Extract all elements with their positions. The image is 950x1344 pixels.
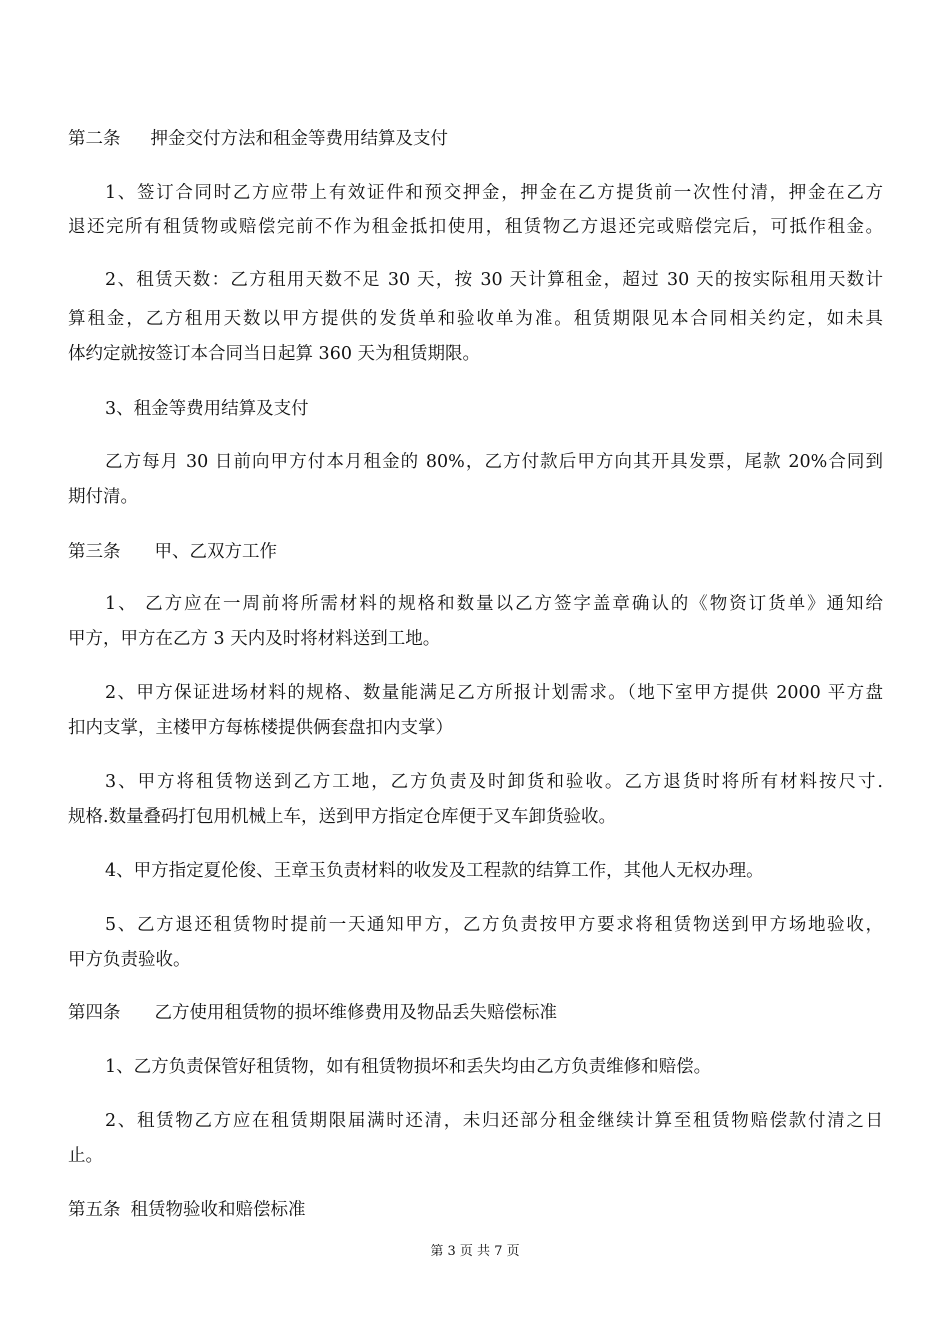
paragraph-line: 乙方每月 30 日前向甲方付本月租金的 80%，乙方付款后甲方向其开具发票，尾款 20%合同到 <box>105 452 883 472</box>
section-title: 甲、乙双方工作 <box>154 542 277 562</box>
paragraph-line: 5、乙方退还租赁物时提前一天通知甲方，乙方负责按甲方要求将租赁物送到甲方场地验收， <box>105 915 883 935</box>
paragraph-line: 规格.数量叠码打包用机械上车，送到甲方指定仓库便于叉车卸货验收。 <box>68 807 617 827</box>
section-number: 第三条 <box>68 542 121 562</box>
section-heading-3 <box>68 540 277 564</box>
section-heading-4 <box>68 1001 557 1025</box>
section-number: 第五条 <box>68 1200 121 1220</box>
section-number: 第四条 <box>68 1003 121 1023</box>
paragraph-line: 2、租赁天数：乙方租用天数不足 30 天，按 30 天计算租金，超过 30 天的按实际租用天数计 <box>105 270 883 290</box>
paragraph-line: 算租金，乙方租用天数以甲方提供的发货单和验收单为准。租赁期限见本合同相关约定，如未具 <box>68 309 883 329</box>
paragraph-line: 2、甲方保证进场材料的规格、数量能满足乙方所报计划需求。（地下室甲方提供 2000 平方盘 <box>105 683 883 703</box>
paragraph-line: 扣内支掌，主楼甲方每栋楼提供俩套盘扣内支掌） <box>68 718 453 738</box>
section-number: 第二条 <box>68 129 121 149</box>
paragraph-line: 3、租金等费用结算及支付 <box>105 399 309 419</box>
paragraph-line: 体约定就按签订本合同当日起算 360 天为租赁期限。 <box>68 344 481 364</box>
section-heading-5 <box>68 1198 306 1222</box>
paragraph-line: 1、 乙方应在一周前将所需材料的规格和数量以乙方签字盖章确认的《物资订货单》通知给 <box>105 594 883 614</box>
paragraph-line: 期付清。 <box>68 487 138 507</box>
section-title: 押金交付方法和租金等费用结算及支付 <box>150 129 448 149</box>
paragraph-line: 退还完所有租赁物或赔偿完前不作为租金抵扣使用，租赁物乙方退还完或赔偿完后，可抵作租金。 <box>68 217 883 237</box>
section-title: 乙方使用租赁物的损坏维修费用及物品丢失赔偿标准 <box>154 1003 557 1023</box>
paragraph-line: 2、租赁物乙方应在租赁期限届满时还清，未归还部分租金继续计算至租赁物赔偿款付清之日 <box>105 1111 883 1131</box>
section-title: 租赁物验收和赔偿标准 <box>130 1200 306 1220</box>
paragraph-line: 3、甲方将租赁物送到乙方工地，乙方负责及时卸货和验收。乙方退货时将所有材料按尺寸. <box>105 772 883 792</box>
page-footer: 第 3 页 共 7 页 <box>430 1244 520 1259</box>
paragraph-line: 4、甲方指定夏伦俊、王章玉负责材料的收发及工程款的结算工作，其他人无权办理。 <box>105 861 764 881</box>
paragraph-line: 1、乙方负责保管好租赁物，如有租赁物损坏和丢失均由乙方负责维修和赔偿。 <box>105 1057 712 1077</box>
paragraph-line: 甲方负责验收。 <box>68 950 191 970</box>
paragraph-line: 止。 <box>68 1146 103 1166</box>
section-heading-2 <box>68 127 448 151</box>
paragraph-line: 甲方，甲方在乙方 3 天内及时将材料送到工地。 <box>68 629 441 649</box>
paragraph-line: 1、签订合同时乙方应带上有效证件和预交押金，押金在乙方提货前一次性付清，押金在乙方 <box>105 183 883 203</box>
